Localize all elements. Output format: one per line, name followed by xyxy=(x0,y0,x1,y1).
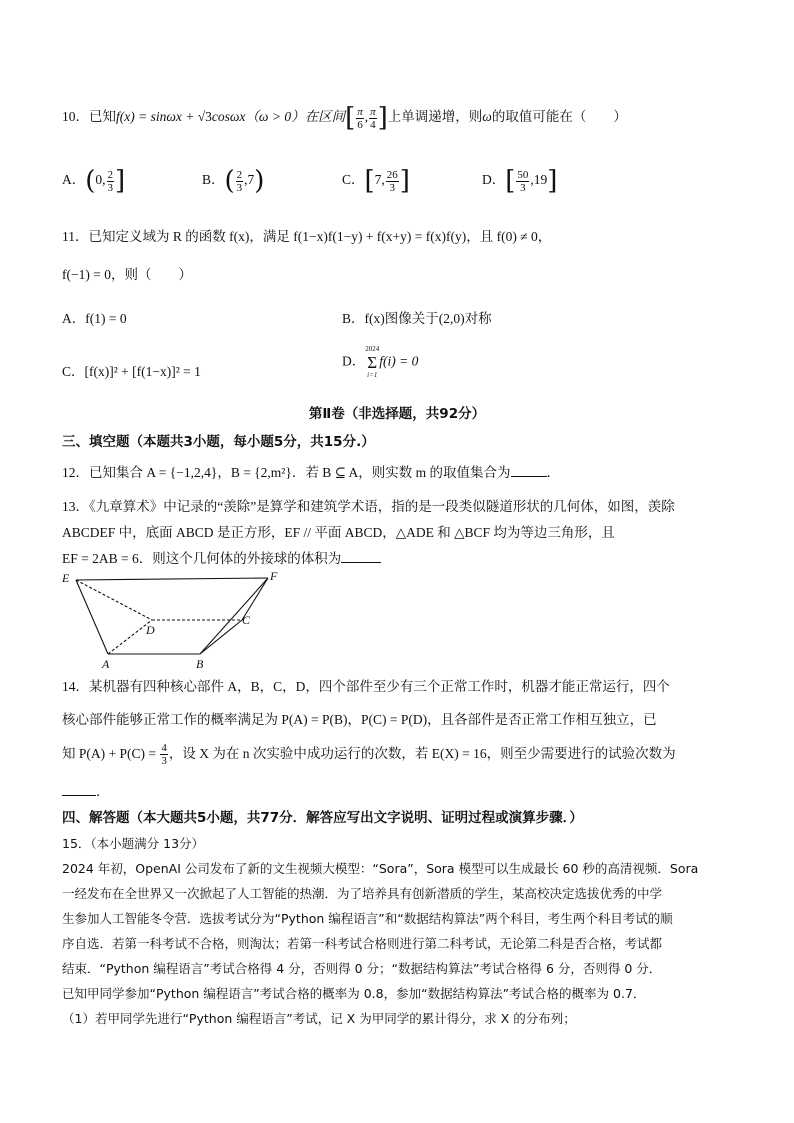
q15-p3: 生参加人工智能冬令营．选拔考试分为“Python 编程语言”和“数据结构算法”两个科目，考生两个科目考试的顺 xyxy=(62,911,673,926)
q14-line1: 14．某机器有四种核心部件 A，B，C，D，四个部件至少有三个正常工作时，机器才能正常运行，四个 xyxy=(62,679,670,694)
answer-blank xyxy=(511,464,547,477)
q15-p4: 序自选．若第一科考试不合格，则淘汰；若第一科考试合格则进行第二科考试，无论第二科是否合格，考试都 xyxy=(62,936,663,951)
summation: 2024 Σ i=1 xyxy=(365,345,380,379)
label-c: C xyxy=(242,613,251,627)
label-d: D xyxy=(146,623,155,637)
right-bracket: ] xyxy=(377,103,388,133)
edge-fb xyxy=(200,578,268,654)
fraction: $\frac{\pi}{4}$ xyxy=(370,105,376,131)
q11-option-b: B．f(x)图像关于(2,0)对称 xyxy=(342,311,492,326)
q11-stem-line1: 11．已知定义域为 R 的函数 f(x)，满足 f(1−x)f(1−y) + f(x+y) = f(x)f(y)，且 f(0) ≠ 0， xyxy=(62,229,552,244)
q14-line2: 核心部件能够正常工作的概率满足为 P(A) = P(B)，P(C) = P(D)，且各部件是否正常工作相互独立，已 xyxy=(62,712,657,727)
q10-option-a: A．(0, $\frac{2}{3}$ ] xyxy=(62,166,126,196)
q12-stem: 12．已知集合 A = {−1,2,4}，B = {2,m²}．若 B ⊆ A，则实数 m 的取值集合为 ． xyxy=(62,465,561,480)
q13-line3: EF = 2AB = 6．则这个几何体的外接球的体积为 xyxy=(62,547,381,567)
q11-option-d: D． 2024 Σ i=1 f(i) = 0 xyxy=(342,345,419,379)
edge-ef xyxy=(76,578,268,580)
q10-option-c: C．[7, $\frac{26}{3}$ ] xyxy=(342,166,410,196)
q10-option-d: D．[ $\frac{50}{3}$ ,19] xyxy=(482,166,558,196)
fraction: $\frac{\pi}{6}$ xyxy=(357,105,363,131)
answer-blank xyxy=(62,783,96,796)
q13-line1: 13．《九章算术》中记录的“羡除”是算学和建筑学术语，指的是一段类似隧道形状的几何体，如图，羡除 xyxy=(62,499,675,514)
edge-ed xyxy=(76,580,152,620)
geometry-figure xyxy=(60,570,290,672)
q10-stem: 10．已知f(x) = sinωx + √3cosωx（ω > 0）在区间[ $\frac{\pi}{6}$ , $\frac{\pi}{4}$ ]上单调递增，则ω的取值可能在（ ） xyxy=(62,103,627,133)
q10-option-b: B．( $\frac{2}{3}$ ,7) xyxy=(202,166,265,196)
q14-line3: 知 P(A) + P(C) = $\frac{4}{3}$ ，设 X 为在 n 次实验中成功运行的次数，若 E(X) = 16，则至少需要进行的试验次数为 xyxy=(62,742,676,768)
q15-p5: 结束．“Python 编程语言”考试合格得 4 分，否则得 0 分；“数据结构算法”考试合格得 6 分，否则得 0 分． xyxy=(62,961,662,976)
edge-ea xyxy=(76,580,108,654)
section3-title: 三、填空题（本题共3小题，每小题5分，共15分.） xyxy=(62,434,375,450)
q11-option-a: A．f(1) = 0 xyxy=(62,311,127,326)
q15-p7: （1）若甲同学先进行“Python 编程语言”考试，记 X 为甲同学的累计得分，求 X 的分布列； xyxy=(62,1011,576,1026)
q13-line2: ABCDEF 中，底面 ABCD 是正方形，EF // 平面 ABCD，△ADE 和 △BCF 均为等边三角形，且 xyxy=(62,525,615,540)
edge-bc xyxy=(200,620,242,654)
q15-header: 15．（本小题满分 13分） xyxy=(62,836,205,851)
q15-p2: 一经发布在全世界又一次掀起了人工智能的热潮．为了培养具有创新潜质的学生，某高校决定选拔优秀的中学 xyxy=(62,886,663,901)
q14-line4: ． xyxy=(62,780,110,800)
label-f: F xyxy=(270,570,278,583)
q15-p6: 已知甲同学参加“Python 编程语言”考试合格的概率为 0.8，参加“数据结构算法”考试合格的概率为 0.7． xyxy=(62,986,646,1001)
q15-p1: 2024 年初，OpenAI 公司发布了新的文生视频大模型：“Sora”，Sora 模型可以生成最长 60 秒的高清视频．Sora xyxy=(62,861,699,876)
label-e: E xyxy=(62,571,70,585)
part2-title: 第Ⅱ卷（非选择题，共92分） xyxy=(308,406,486,422)
label-b: B xyxy=(196,657,204,671)
section4-title: 四、解答题（本大题共5小题，共77分．解答应写出文字说明、证明过程或演算步骤．） xyxy=(62,810,583,826)
q11-stem-line2: f(−1) = 0，则（ ） xyxy=(62,267,192,282)
label-a: A xyxy=(102,657,110,671)
q11-option-c: C．[f(x)]² + [f(1−x)]² = 1 xyxy=(62,364,201,379)
left-bracket: [ xyxy=(345,103,356,133)
answer-blank xyxy=(341,550,381,563)
